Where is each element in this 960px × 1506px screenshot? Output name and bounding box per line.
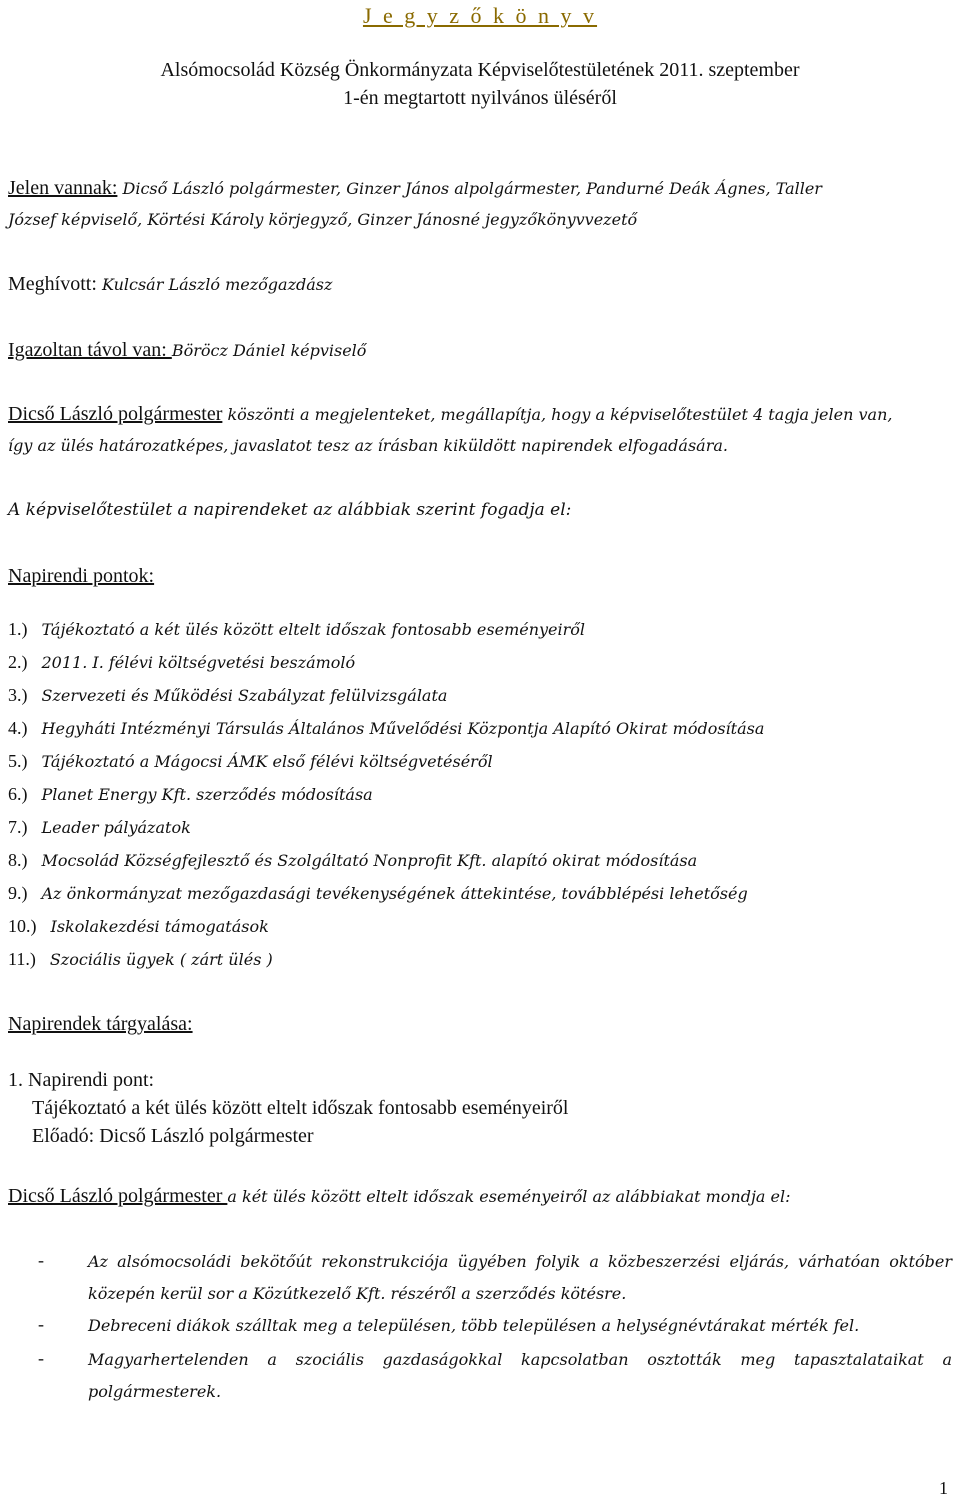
agenda-item — [8, 684, 952, 707]
agenda-item-number: 3.) — [8, 685, 28, 705]
present-label: Jelen vannak: — [8, 177, 118, 199]
agenda-item-text: Leader pályázatok — [41, 818, 191, 837]
bullet-item-2: Debreceni diákok szálltak meg a településen, több településen a helységnévtárakat mérték fel. — [88, 1316, 860, 1335]
excused-text: Böröcz Dániel képviselő — [171, 341, 367, 360]
agenda-item-text: 2011. I. félévi költségvetési beszámoló — [41, 653, 356, 672]
agenda-item-text: Iskolakezdési támogatások — [50, 917, 269, 936]
agenda-item — [8, 717, 952, 740]
agenda-item-text: Szociális ügyek ( zárt ülés ) — [49, 950, 273, 969]
agenda-item-number: 11.) — [8, 949, 36, 969]
point-1-presenter: Előadó: Dicső László polgármester — [32, 1125, 314, 1147]
speaker-line — [8, 1184, 952, 1209]
agenda-item — [8, 783, 952, 806]
opening-label: Dicső László polgármester — [8, 403, 223, 425]
opening-line-1 — [8, 402, 952, 427]
agenda-item-number: 10.) — [8, 916, 37, 936]
opening-text-1: köszönti a megjelenteket, megállapítja, hogy a képviselőtestület 4 tagja jelen van, — [222, 405, 893, 424]
agenda-item-text: Tájékoztató a Mágocsi ÁMK első félévi költségvetéséről — [41, 752, 493, 771]
speaker-label: Dicső László polgármester — [8, 1185, 228, 1207]
agenda-item — [8, 816, 952, 839]
discussion-heading: Napirendek tárgyalása: — [8, 1013, 193, 1035]
agenda-item — [8, 948, 952, 971]
agenda-item — [8, 882, 952, 905]
document-subtitle-line-1: Alsómocsolád Község Önkormányzata Képviselőtestületének 2011. szeptember — [160, 59, 800, 81]
agenda-item — [8, 750, 952, 773]
agenda-item-number: 5.) — [8, 751, 28, 771]
document-title: J e g y z ő k ö n y v — [362, 3, 598, 28]
speaker-text: a két ülés között eltelt időszak eseményeiről az alábbiakat mondja el: — [227, 1187, 791, 1206]
agenda-item — [8, 849, 952, 872]
bullet-dash-2: - — [38, 1314, 44, 1334]
invited-text: Kulcsár László mezőgazdász — [96, 275, 333, 294]
agenda-item — [8, 618, 952, 641]
excused-line — [8, 338, 952, 363]
agenda-item-number: 7.) — [8, 817, 28, 837]
page-number: 1 — [939, 1478, 948, 1498]
point-1-title: 1. Napirendi pont: — [8, 1069, 155, 1091]
point-1-subject: Tájékoztató a két ülés között eltelt időszak fontosabb eseményeiről — [32, 1097, 569, 1119]
agenda-item — [8, 651, 952, 674]
agenda-item-text: Planet Energy Kft. szerződés módosítása — [41, 785, 373, 804]
agenda-item-text: Tájékoztató a két ülés között eltelt időszak fontosabb eseményeiről — [41, 620, 586, 639]
present-text-1: Dicső László polgármester, Ginzer János alpolgármester, Pandurné Deák Ágnes, Taller — [117, 179, 822, 198]
document-subtitle-line-2: 1-én megtartott nyilvános üléséről — [343, 87, 617, 109]
agenda-item-number: 1.) — [8, 619, 28, 639]
bullet-dash-1: - — [38, 1250, 44, 1270]
bullet-item-1: Az alsómocsoládi bekötőút rekonstrukciója ügyében folyik a közbeszerzési eljárás, várhatóan október közepén kerül sor a Közútkezelő Kft. részéről a szerződés kötésre. — [88, 1252, 952, 1303]
agenda-item-number: 2.) — [8, 652, 28, 672]
bullet-item-3: Magyarhertelenden a szociális gazdaságokkal kapcsolatban osztották meg tapasztalataikat a polgármesterek. — [88, 1350, 952, 1401]
agenda-item-number: 6.) — [8, 784, 28, 804]
agenda-heading: Napirendi pontok: — [8, 565, 155, 587]
adoption-text: A képviselőtestület a napirendeket az alábbiak szerint fogadja el: — [8, 500, 572, 520]
agenda-item-number: 8.) — [8, 850, 28, 870]
bullet-dash-3: - — [38, 1348, 44, 1368]
agenda-item-number: 4.) — [8, 718, 28, 738]
agenda-item-text: Szervezeti és Működési Szabályzat felülvizsgálata — [41, 686, 448, 705]
invited-line — [8, 272, 952, 297]
agenda-item-text: Hegyháti Intézményi Társulás Általános Művelődési Központja Alapító Okirat módosítása — [41, 719, 765, 738]
agenda-item-number: 9.) — [8, 883, 28, 903]
agenda-item — [8, 915, 952, 938]
present-line-1 — [8, 176, 952, 201]
agenda-item-text: Mocsolád Községfejlesztő és Szolgáltató Nonprofit Kft. alapító okirat módosítása — [41, 851, 698, 870]
opening-line-2: így az ülés határozatképes, javaslatot tesz az írásban kiküldött napirendek elfogadására. — [8, 436, 728, 455]
excused-label: Igazoltan távol van: — [8, 339, 172, 361]
present-line-2: József képviselő, Körtési Károly körjegyző, Ginzer Jánosné jegyzőkönyvvezető — [8, 210, 638, 229]
invited-label: Meghívott: — [8, 273, 97, 295]
agenda-item-text: Az önkormányzat mezőgazdasági tevékenységének áttekintése, továbblépési lehetőség — [41, 884, 748, 903]
